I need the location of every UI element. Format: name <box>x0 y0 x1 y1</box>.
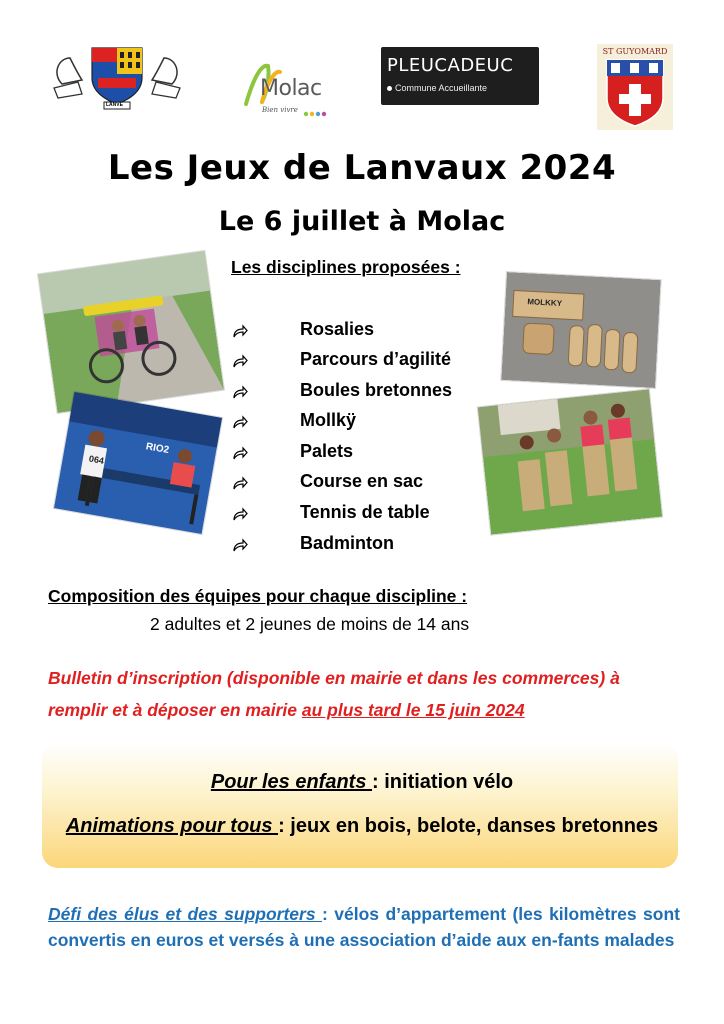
bulletin-line-2-text: remplir et à déposer en mairie <box>48 700 302 720</box>
rosalie-photo <box>38 251 224 413</box>
defi-paragraph <box>48 901 680 953</box>
arrow-icon <box>232 384 248 400</box>
discipline-label: Course en sac <box>300 471 424 491</box>
mollky-box-label: MOLKKY <box>527 297 563 308</box>
bulletin-line-2 <box>48 700 525 721</box>
disciplines-heading: Les disciplines proposées : <box>231 257 461 277</box>
discipline-label: Badminton <box>300 533 394 553</box>
arrow-icon <box>232 506 248 522</box>
saint-guyomard-logo <box>597 44 673 130</box>
sack-race-image <box>478 389 662 534</box>
arrow-icon <box>232 323 248 339</box>
molac-tagline: Bien vivre <box>262 106 298 114</box>
molac-wordmark: Molac <box>260 76 322 101</box>
arrow-icon <box>232 414 248 430</box>
discipline-label: Boules bretonnes <box>300 380 453 400</box>
arrow-icon <box>232 353 248 369</box>
composition-text: 2 adultes et 2 jeunes de moins de 14 ans <box>150 614 470 634</box>
pleucadeuc-logo <box>381 47 539 105</box>
composition-heading: Composition des équipes pour chaque discipline : <box>48 586 468 606</box>
page-title: Les Jeux de Lanvaux 2024 <box>107 148 617 188</box>
venue-board: RIO2 <box>145 441 170 457</box>
guyomard-shield-icon <box>597 44 673 130</box>
lanvaux-banner-text: LANVE <box>106 102 123 108</box>
pleucadeuc-title: PLEUCADEUC <box>387 55 514 76</box>
arrow-icon <box>232 475 248 491</box>
pleucadeuc-dot-icon <box>387 86 392 91</box>
pleucadeuc-subtitle: Commune Accueillante <box>395 83 488 93</box>
all-activity-line <box>0 815 724 838</box>
arrow-icon <box>232 445 248 461</box>
discipline-label: Tennis de table <box>300 502 430 522</box>
bulletin-line-1: Bulletin d’inscription (disponible en mairie et dans les commerces) à <box>48 668 620 688</box>
page-subtitle: Le 6 juillet à Molac <box>218 206 506 237</box>
table-tennis-image <box>54 392 222 534</box>
all-text: : jeux en bois, belote, danses bretonnes <box>278 815 659 837</box>
activities-banner <box>42 742 678 868</box>
discipline-label: Parcours d’agilité <box>300 349 452 369</box>
discipline-label: Rosalies <box>300 319 375 339</box>
guyomard-title: ST GUYOMARD <box>602 47 668 56</box>
lanvaux-logo <box>48 44 186 110</box>
kids-label: Pour les enfants <box>210 771 373 793</box>
kids-text: : initiation vélo <box>372 771 514 793</box>
discipline-label: Mollkÿ <box>300 410 357 430</box>
kids-activity-line <box>0 771 724 794</box>
mollky-photo <box>501 272 660 388</box>
molac-logo <box>240 56 336 120</box>
defi-label: Défi des élus et des supporters <box>48 904 322 924</box>
arrow-icon <box>232 537 248 553</box>
rosalie-bike-image <box>38 251 224 413</box>
bulletin-deadline: au plus tard le 15 juin 2024 <box>301 700 525 720</box>
discipline-label: Palets <box>300 441 354 461</box>
sack-race-photo <box>478 389 662 534</box>
defi-text: : vélos d’appartement (les kilomètres sont convertis en euros et versés à une association d’aide aux en-fants malades <box>48 904 680 950</box>
lanvaux-coat-of-arms-icon <box>48 44 186 110</box>
mollky-pins-image <box>501 272 660 388</box>
table-tennis-photo <box>54 392 222 534</box>
player-bib: 064 <box>88 453 105 466</box>
all-label: Animations pour tous <box>65 815 279 837</box>
